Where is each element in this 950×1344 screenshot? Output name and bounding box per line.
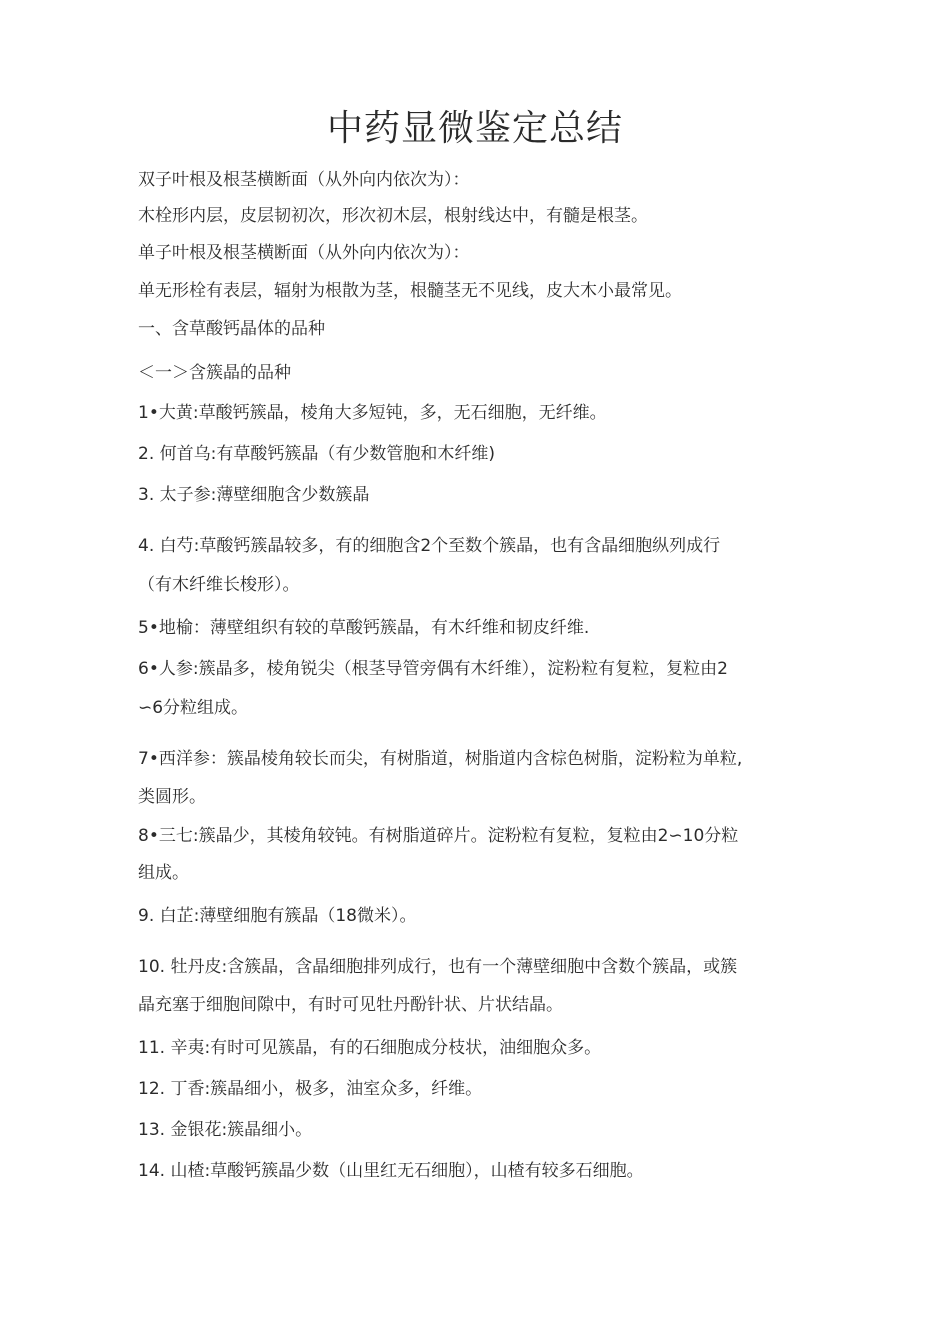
section-heading: 一、含草酸钙晶体的品种	[138, 319, 325, 339]
list-item: 14. 山楂:草酸钙簇晶少数（山里红无石细胞），山楂有较多石细胞。	[138, 1161, 644, 1181]
document-title: 中药显微鉴定总结	[326, 108, 623, 149]
list-item: 13. 金银花:簇晶细小。	[138, 1120, 313, 1140]
text-line: 木栓形内层，皮层韧初次，形次初木层，根射线达中，有髓是根茎。	[138, 206, 648, 226]
text-line: 单子叶根及根茎横断面（从外向内依次为）：	[138, 243, 470, 263]
list-item: 12. 丁香:簇晶细小，极多，油室众多，纤维。	[138, 1079, 483, 1099]
list-item-continued: 组成。	[138, 863, 189, 883]
list-item-continued: （有木纤维长梭形）。	[138, 575, 300, 595]
list-item-continued: 晶充塞于细胞间隙中，有时可见牡丹酚针状、片状结晶。	[138, 995, 563, 1015]
list-item: 1•大黄:草酸钙簇晶，棱角大多短钝，多，无石细胞，无纤维。	[138, 403, 607, 423]
list-item: 9. 白芷:薄壁细胞有簇晶（18微米）。	[138, 906, 417, 926]
subsection-heading: ＜一＞含簇晶的品种	[138, 363, 291, 383]
text-line: 单无形栓有表层，辐射为根散为茎，根髓茎无不见线，皮大木小最常见。	[138, 281, 682, 301]
list-item: 11. 辛夷:有时可见簇晶，有的石细胞成分枝状，油细胞众多。	[138, 1038, 602, 1058]
list-item: 4. 白芍:草酸钙簇晶较多，有的细胞含2个至数个簇晶，也有含晶细胞纵列成行	[138, 536, 721, 556]
list-item-continued: ∽6分粒组成。	[138, 698, 249, 718]
list-item: 6•人参:簇晶多，棱角锐尖（根茎导管旁偶有木纤维），淀粉粒有复粒，复粒由2	[138, 659, 728, 679]
list-item: 2. 何首乌:有草酸钙簇晶（有少数管胞和木纤维)	[138, 444, 495, 464]
list-item: 7•西洋参：簇晶棱角较长而尖，有树脂道，树脂道内含棕色树脂，淀粉粒为单粒,	[138, 749, 743, 769]
list-item: 8•三七:簇晶少，其棱角较钝。有树脂道碎片。淀粉粒有复粒，复粒由2∽10分粒	[138, 826, 739, 846]
list-item: 5•地榆：薄壁组织有较的草酸钙簇晶，有木纤维和韧皮纤维.	[138, 618, 590, 638]
list-item: 3. 太子参:薄壁细胞含少数簇晶	[138, 485, 370, 505]
list-item: 10. 牡丹皮:含簇晶，含晶细胞排列成行，也有一个薄壁细胞中含数个簇晶，或簇	[138, 957, 738, 977]
list-item-continued: 类圆形。	[138, 787, 206, 807]
text-line: 双子叶根及根茎横断面（从外向内依次为）：	[138, 170, 470, 190]
